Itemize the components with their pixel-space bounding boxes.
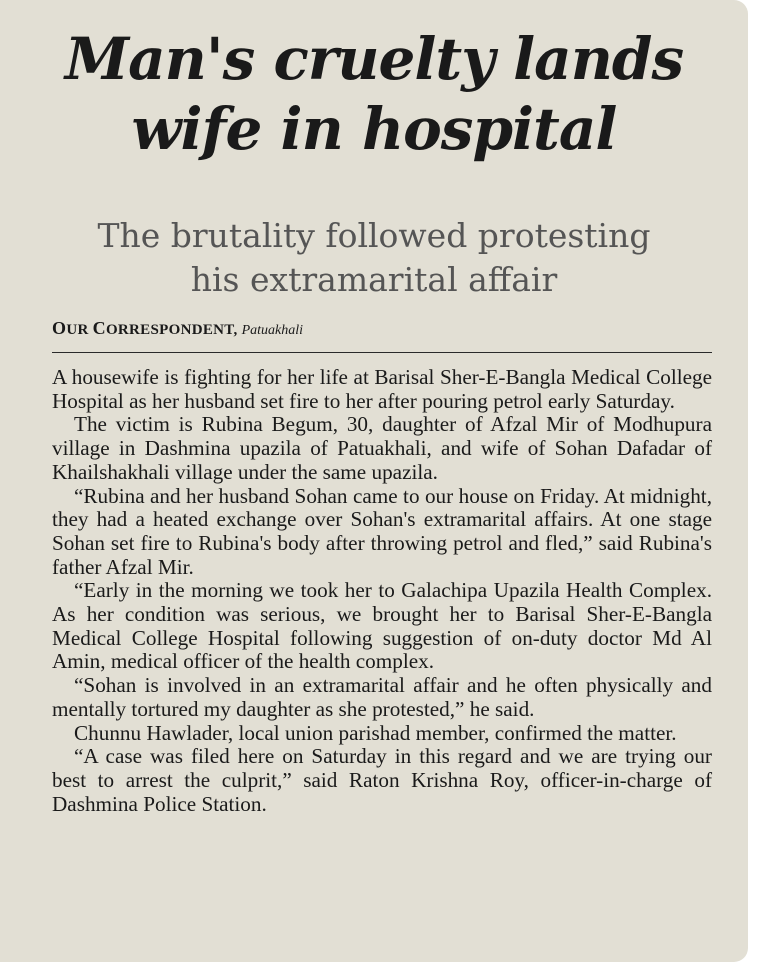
byline-author: OUR CORRESPONDENT — [52, 318, 234, 338]
headline-line-1: Man's cruelty lands — [64, 25, 684, 93]
body-paragraph: Chunnu Hawlader, local union parishad member, confirmed the matter. — [74, 720, 677, 745]
byline — [52, 318, 712, 342]
byline-divider — [52, 352, 712, 353]
body-paragraph: The victim is Rubina Begum, 30, daughter of Afzal Mir of Modhupura village in Dashmina upazila of Patuakhali, and wife of Sohan Dafadar of Khailshakhali village under the same upazila. — [52, 412, 712, 484]
body-paragraph: “Early in the morning we took her to Galachipa Upazila Health Complex. As her condition was serious, we brought her to Barisal Sher-E-Bangla Medical College Hospital following suggestion of on-duty doctor Md Al Amin, medical officer of the health complex. — [52, 578, 712, 674]
article-body — [52, 366, 712, 816]
subheadline-line-2: his extramarital affair — [190, 260, 558, 299]
subheadline — [0, 214, 748, 302]
headline — [0, 24, 748, 164]
body-paragraph: “Sohan is involved in an extramarital affair and he often physically and mentally tortured my daughter as she protested,” he said. — [52, 673, 712, 721]
body-paragraph: A housewife is fighting for her life at Barisal Sher-E-Bangla Medical College Hospital as her husband set fire to her after pouring petrol early Saturday. — [52, 365, 712, 413]
byline-location: Patuakhali — [241, 323, 304, 338]
body-paragraph: “Rubina and her husband Sohan came to our house on Friday. At midnight, they had a heated exchange over Sohan's extramarital affairs. At one stage Sohan set fire to Rubina's body after throwing petrol and fled,” said Rubina's father Afzal Mir. — [52, 483, 712, 579]
subheadline-line-1: The brutality followed protesting — [97, 216, 651, 255]
headline-line-2: wife in hospital — [131, 95, 617, 163]
body-paragraph: “A case was filed here on Saturday in this regard and we are trying our best to arrest the culprit,” said Raton Krishna Roy, officer-in-charge of Dashmina Police Station. — [52, 744, 712, 816]
byline-separator: , — [233, 322, 242, 338]
